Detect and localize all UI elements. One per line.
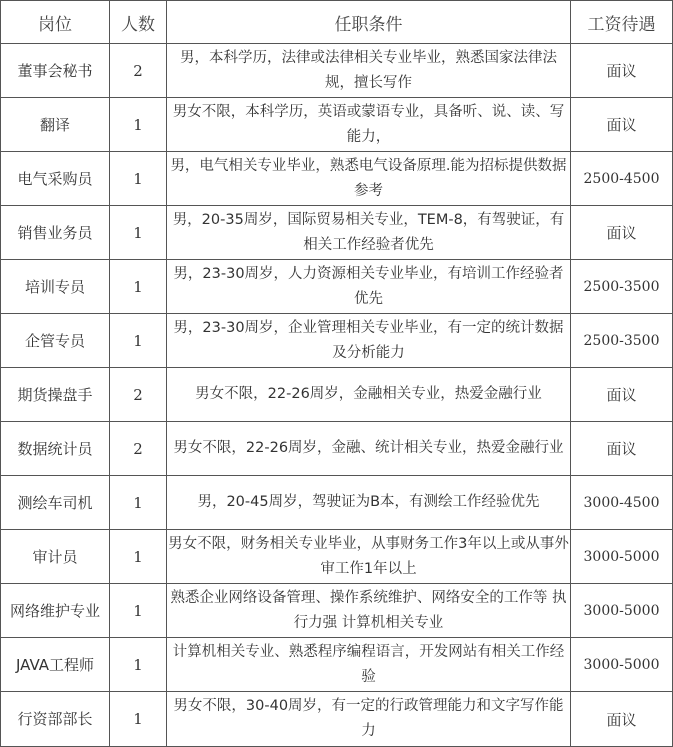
table-row — [1, 422, 673, 476]
requirements-cell: 男女不限，财务相关专业毕业，从事财务工作3年以上或从事外审工作1年以上 — [167, 530, 571, 584]
table-row — [1, 152, 673, 206]
salary-cell: 2500-4500 — [571, 152, 673, 206]
table-row — [1, 476, 673, 530]
count-cell: 1 — [110, 638, 167, 692]
salary-cell: 3000-5000 — [571, 638, 673, 692]
requirements-cell: 男，23-30周岁，企业管理相关专业毕业，有一定的统计数据及分析能力 — [167, 314, 571, 368]
count-cell: 1 — [110, 152, 167, 206]
position-cell: 培训专员 — [1, 260, 110, 314]
requirements-cell: 熟悉企业网络设备管理、操作系统维护、网络安全的工作等 执行力强 计算机相关专业 — [167, 584, 571, 638]
salary-cell: 3000-5000 — [571, 584, 673, 638]
position-cell: 企管专员 — [1, 314, 110, 368]
count-cell: 1 — [110, 476, 167, 530]
table-row — [1, 260, 673, 314]
position-cell: 审计员 — [1, 530, 110, 584]
position-cell: 期货操盘手 — [1, 368, 110, 422]
count-cell: 1 — [110, 98, 167, 152]
count-cell: 2 — [110, 422, 167, 476]
requirements-cell: 计算机相关专业、熟悉程序编程语言，开发网站有相关工作经验 — [167, 638, 571, 692]
header-position: 岗位 — [1, 1, 110, 44]
salary-cell: 面议 — [571, 44, 673, 98]
header-salary: 工资待遇 — [571, 1, 673, 44]
count-cell: 1 — [110, 206, 167, 260]
requirements-cell: 男，20-45周岁，驾驶证为B本，有测绘工作经验优先 — [167, 476, 571, 530]
position-cell: 翻译 — [1, 98, 110, 152]
position-cell: 销售业务员 — [1, 206, 110, 260]
table-row — [1, 584, 673, 638]
count-cell: 1 — [110, 584, 167, 638]
position-cell: 电气采购员 — [1, 152, 110, 206]
salary-cell: 2500-3500 — [571, 314, 673, 368]
count-cell: 1 — [110, 260, 167, 314]
salary-cell: 3000-5000 — [571, 530, 673, 584]
requirements-cell: 男女不限，本科学历，英语或蒙语专业，具备听、说、读、写能力， — [167, 98, 571, 152]
table-row — [1, 98, 673, 152]
table-row — [1, 692, 673, 747]
position-cell: 数据统计员 — [1, 422, 110, 476]
table-header-row — [1, 1, 673, 44]
count-cell: 1 — [110, 692, 167, 747]
table-row — [1, 206, 673, 260]
requirements-cell: 男，20-35周岁，国际贸易相关专业，TEM-8，有驾驶证，有相关工作经验者优先 — [167, 206, 571, 260]
requirements-cell: 男，电气相关专业毕业，熟悉电气设备原理.能为招标提供数据参考 — [167, 152, 571, 206]
requirements-cell: 男女不限，22-26周岁，金融相关专业，热爱金融行业 — [167, 368, 571, 422]
table-row — [1, 368, 673, 422]
salary-cell: 面议 — [571, 692, 673, 747]
header-requirements: 任职条件 — [167, 1, 571, 44]
count-cell: 1 — [110, 530, 167, 584]
salary-cell: 3000-4500 — [571, 476, 673, 530]
salary-cell: 2500-3500 — [571, 260, 673, 314]
position-cell: JAVA工程师 — [1, 638, 110, 692]
salary-cell: 面议 — [571, 422, 673, 476]
table-row — [1, 530, 673, 584]
salary-cell: 面议 — [571, 368, 673, 422]
table-row — [1, 314, 673, 368]
position-cell: 网络维护专业 — [1, 584, 110, 638]
table-row — [1, 44, 673, 98]
count-cell: 2 — [110, 44, 167, 98]
requirements-cell: 男女不限，22-26周岁，金融、统计相关专业，热爱金融行业 — [167, 422, 571, 476]
position-cell: 行资部部长 — [1, 692, 110, 747]
salary-cell: 面议 — [571, 206, 673, 260]
requirements-cell: 男女不限，30-40周岁，有一定的行政管理能力和文字写作能力 — [167, 692, 571, 747]
table-row — [1, 638, 673, 692]
header-count: 人数 — [110, 1, 167, 44]
position-cell: 测绘车司机 — [1, 476, 110, 530]
requirements-cell: 男，本科学历，法律或法律相关专业毕业，熟悉国家法律法规，擅长写作 — [167, 44, 571, 98]
requirements-cell: 男，23-30周岁，人力资源相关专业毕业，有培训工作经验者优先 — [167, 260, 571, 314]
count-cell: 1 — [110, 314, 167, 368]
count-cell: 2 — [110, 368, 167, 422]
salary-cell: 面议 — [571, 98, 673, 152]
position-cell: 董事会秘书 — [1, 44, 110, 98]
